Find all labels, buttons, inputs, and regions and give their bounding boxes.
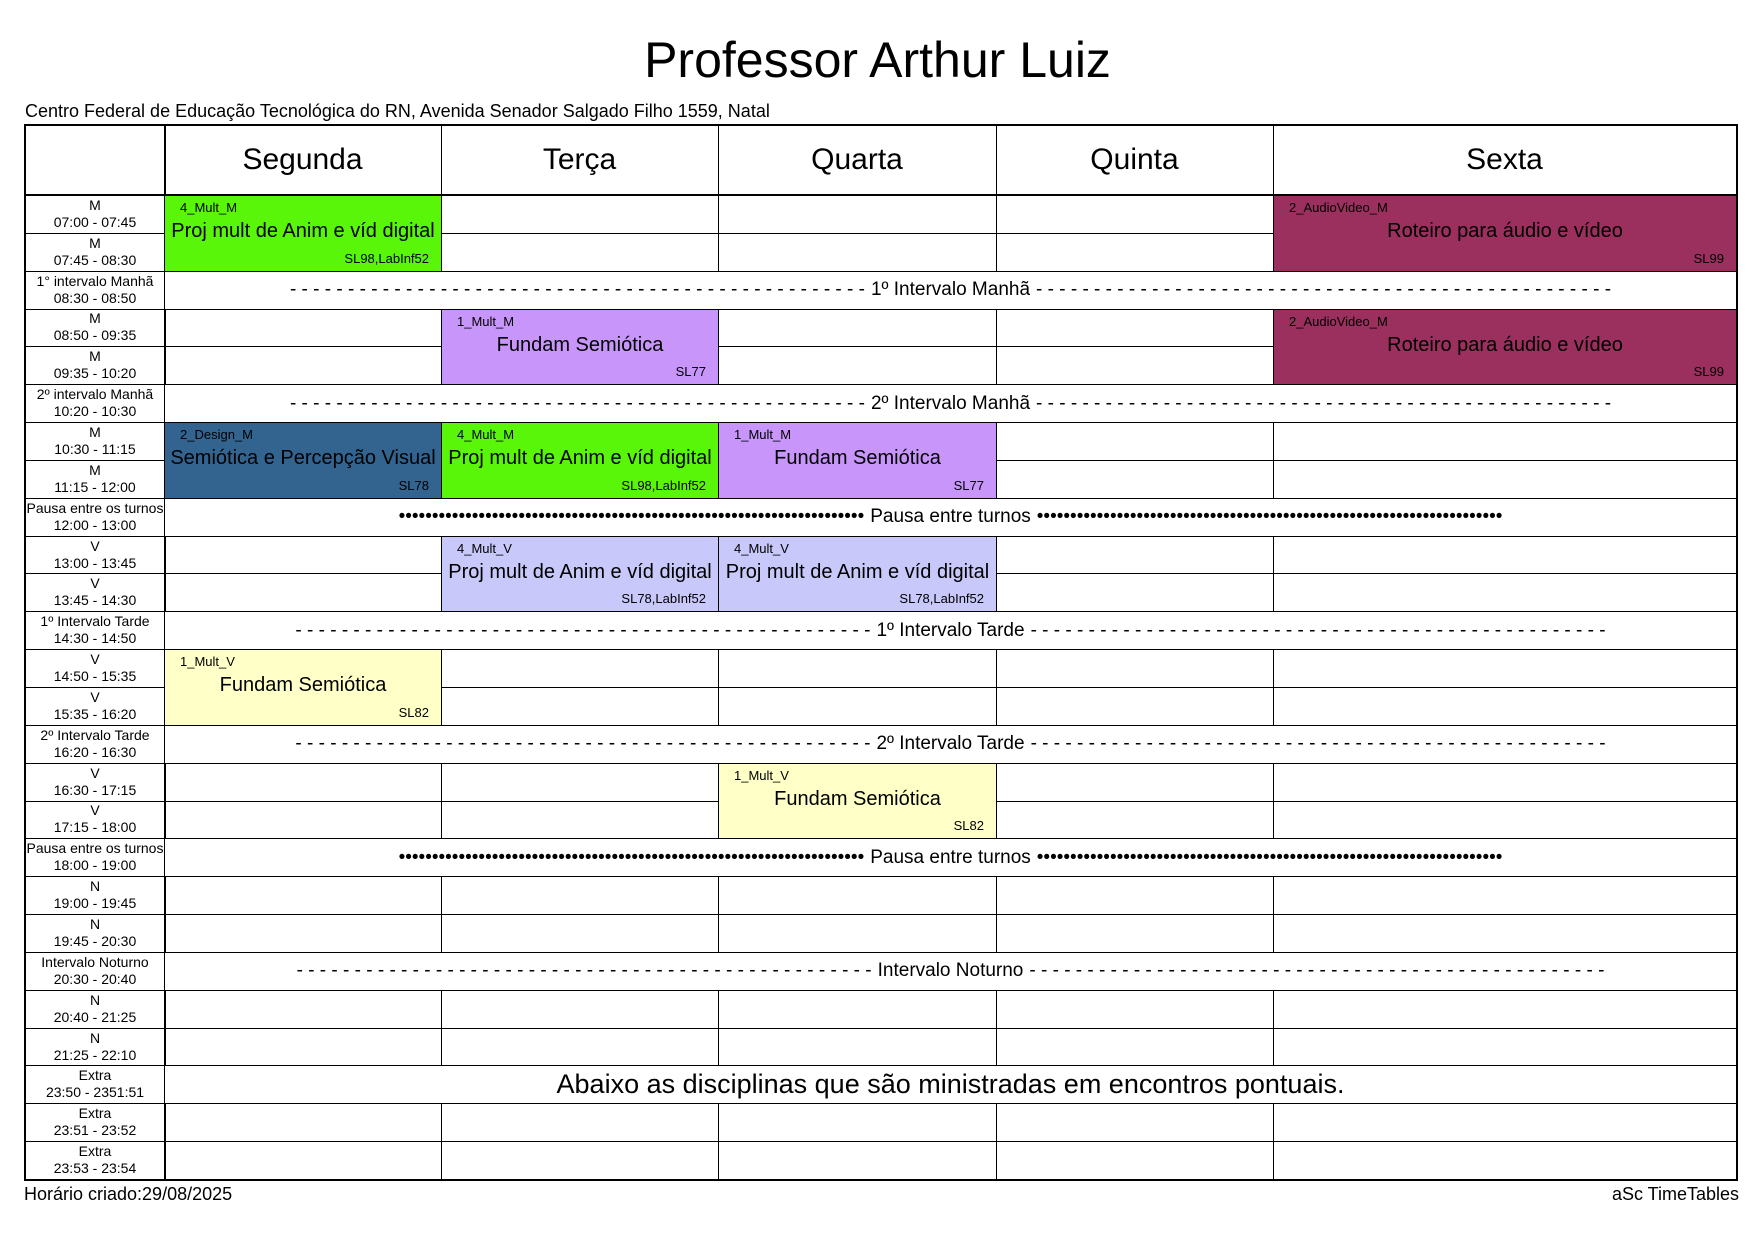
lesson-group: 1_Mult_M — [734, 427, 792, 443]
slot-name: M — [89, 348, 101, 365]
break-label: 1º Intervalo Manhã — [870, 279, 1031, 301]
time-slot-label — [26, 573, 164, 611]
time-slot-label — [26, 1065, 164, 1103]
brand-label: aSc TimeTables — [1611, 1184, 1739, 1204]
slot-time: 12:00 - 13:00 — [53, 516, 137, 533]
dashed-filler: - - - - - - - - - - - - - - - - - - - - - - - - - - - - - - - - - - - - - - - - - - - - - - - - - - — [1029, 960, 1605, 982]
slot-name: 1º Intervalo Tarde — [40, 613, 150, 630]
row-divider — [26, 914, 1736, 915]
slot-name: V — [90, 688, 100, 705]
slot-time: 08:30 - 08:50 — [53, 289, 137, 306]
lesson-card[interactable] — [165, 650, 441, 725]
dotted-filler: •••••••••••••••••••••••••••••••••••••••••••••••••••••••••••••••••••••• — [1036, 506, 1503, 528]
lesson-subject: Fundam Semiótica — [496, 333, 664, 356]
time-slot-label — [26, 195, 164, 233]
lesson-card[interactable] — [165, 196, 441, 271]
break-label: 2º Intervalo Manhã — [870, 392, 1031, 414]
break-label: Pausa entre turnos — [870, 506, 1031, 528]
dashed-filler: - - - - - - - - - - - - - - - - - - - - - - - - - - - - - - - - - - - - - - - - - - - - - - - - - - — [289, 279, 865, 301]
time-slot-label — [26, 763, 164, 801]
slot-name: V — [90, 764, 100, 781]
time-slot-label — [26, 1103, 164, 1141]
slot-name: Pausa entre os turnos — [26, 840, 164, 857]
school-address: Centro Federal de Educação Tecnológica do RN, Avenida Senador Salgado Filho 1559, Natal — [25, 101, 770, 121]
slot-name: M — [89, 310, 101, 327]
time-slot-label — [26, 233, 164, 271]
break-row — [165, 726, 1736, 763]
time-slot-label — [26, 536, 164, 574]
day-header: Quinta — [1090, 143, 1179, 176]
slot-name: 2º Intervalo Tarde — [40, 726, 150, 743]
break-label: 1º Intervalo Tarde — [876, 619, 1025, 641]
lesson-subject: Proj mult de Anim e víd digital — [171, 220, 435, 242]
slot-time: 13:45 - 14:30 — [53, 592, 137, 609]
time-slot-label — [26, 1028, 164, 1066]
row-divider — [26, 1141, 1736, 1142]
lesson-room: SL99 — [1693, 250, 1724, 266]
slot-time: 17:15 - 18:00 — [53, 819, 137, 836]
lesson-group: 1_Mult_V — [734, 767, 789, 783]
slot-time: 14:30 - 14:50 — [53, 630, 137, 647]
time-slot-label — [26, 422, 164, 460]
slot-time: 07:45 - 08:30 — [53, 251, 137, 268]
slot-time: 07:00 - 07:45 — [53, 213, 137, 230]
lesson-card[interactable] — [719, 764, 996, 839]
lesson-subject: Fundam Semiótica — [774, 447, 941, 470]
lesson-group: 4_Mult_V — [734, 540, 789, 556]
break-row — [165, 1066, 1736, 1103]
day-header: Segunda — [242, 143, 363, 176]
slot-name: Intervalo Noturno — [41, 953, 149, 970]
lesson-room: SL78,LabInf52 — [899, 591, 984, 607]
slot-time: 13:00 - 13:45 — [53, 554, 137, 571]
lesson-group: 1_Mult_V — [180, 654, 235, 670]
row-divider — [26, 1103, 1736, 1104]
time-slot-label — [26, 725, 164, 763]
lesson-group: 2_AudioVideo_M — [1289, 200, 1388, 215]
slot-time: 08:50 - 09:35 — [53, 327, 137, 344]
dashed-filler: - - - - - - - - - - - - - - - - - - - - - - - - - - - - - - - - - - - - - - - - - - - - - - - - - - — [1036, 279, 1612, 301]
slot-time: 10:30 - 11:15 — [54, 440, 136, 457]
break-label: Abaixo as disciplinas que são ministradas em encontros pontuais. — [556, 1069, 1345, 1100]
slot-name: 1° intervalo Manhã — [36, 272, 154, 289]
dashed-filler: - - - - - - - - - - - - - - - - - - - - - - - - - - - - - - - - - - - - - - - - - - - - - - - - - - — [1036, 392, 1612, 414]
slot-time: 21:25 - 22:10 — [53, 1046, 137, 1063]
lesson-group: 4_Mult_M — [457, 427, 515, 443]
slot-time: 11:15 - 12:00 — [54, 478, 136, 495]
break-label: 2º Intervalo Tarde — [876, 733, 1025, 755]
dashed-filler: - - - - - - - - - - - - - - - - - - - - - - - - - - - - - - - - - - - - - - - - - - - - - - - - - - — [296, 960, 872, 982]
lesson-room: SL78,LabInf52 — [621, 591, 706, 607]
slot-name: Pausa entre os turnos — [26, 499, 164, 516]
slot-time: 19:45 - 20:30 — [53, 932, 137, 949]
slot-name: N — [89, 915, 101, 932]
time-slot-label — [26, 271, 164, 309]
lesson-subject: Fundam Semiótica — [774, 787, 941, 810]
slot-name: M — [89, 234, 101, 251]
dotted-filler: •••••••••••••••••••••••••••••••••••••••••••••••••••••••••••••••••••••• — [398, 846, 865, 868]
dashed-filler: - - - - - - - - - - - - - - - - - - - - - - - - - - - - - - - - - - - - - - - - - - - - - - - - - - — [295, 619, 871, 641]
time-slot-label — [26, 498, 164, 536]
slot-time: 09:35 - 10:20 — [53, 365, 137, 382]
slot-time: 14:50 - 15:35 — [53, 668, 137, 685]
slot-name: V — [90, 651, 100, 668]
dashed-filler: - - - - - - - - - - - - - - - - - - - - - - - - - - - - - - - - - - - - - - - - - - - - - - - - - - — [289, 392, 865, 414]
slot-name: N — [89, 1029, 101, 1046]
lesson-subject: Roteiro para áudio e vídeo — [1387, 333, 1623, 356]
lesson-room: SL98,LabInf52 — [621, 477, 706, 493]
slot-name: M — [89, 461, 101, 478]
slot-time: 10:20 - 10:30 — [53, 403, 137, 420]
slot-name: M — [89, 196, 101, 213]
slot-name: N — [89, 991, 101, 1008]
break-row — [165, 839, 1736, 876]
day-header: Sexta — [1466, 143, 1543, 176]
lesson-room: SL82 — [953, 818, 984, 834]
slot-time: 16:30 - 17:15 — [53, 781, 137, 798]
lesson-card[interactable] — [442, 423, 718, 498]
slot-name: V — [90, 575, 100, 592]
slot-name: M — [89, 423, 101, 440]
row-divider — [26, 1028, 1736, 1029]
day-header: Quarta — [811, 143, 903, 176]
slot-name: N — [89, 878, 101, 895]
lesson-subject: Semiótica e Percepção Visual — [170, 447, 436, 470]
lesson-card[interactable] — [165, 423, 441, 498]
timetable-grid — [24, 124, 1738, 1181]
time-slot-label — [26, 460, 164, 498]
dashed-filler: - - - - - - - - - - - - - - - - - - - - - - - - - - - - - - - - - - - - - - - - - - - - - - - - - - — [1030, 619, 1606, 641]
slot-time: 23:51 - 23:52 — [53, 1122, 137, 1139]
time-slot-label — [26, 838, 164, 876]
lesson-group: 1_Mult_M — [457, 313, 515, 329]
break-row — [165, 385, 1736, 422]
time-slot-label — [26, 687, 164, 725]
lesson-card[interactable] — [442, 310, 718, 385]
break-label: Pausa entre turnos — [870, 846, 1031, 868]
lesson-room: SL77 — [675, 364, 706, 380]
lesson-room: SL78 — [398, 477, 429, 493]
lesson-card[interactable] — [442, 537, 718, 612]
time-slot-label — [26, 876, 164, 914]
time-slot-label — [26, 649, 164, 687]
lesson-subject: Proj mult de Anim e víd digital — [725, 560, 990, 583]
row-divider — [26, 990, 1736, 991]
lesson-room: SL99 — [1693, 364, 1724, 380]
break-label: Intervalo Noturno — [877, 960, 1024, 982]
lesson-card[interactable] — [719, 423, 996, 498]
page-title: Professor Arthur Luiz — [644, 32, 1111, 88]
time-slot-label — [26, 346, 164, 384]
lesson-room: SL98,LabInf52 — [344, 250, 429, 266]
slot-name: Extra — [78, 1143, 112, 1160]
dashed-filler: - - - - - - - - - - - - - - - - - - - - - - - - - - - - - - - - - - - - - - - - - - - - - - - - - - — [295, 733, 871, 755]
slot-name: V — [90, 802, 100, 819]
time-slot-label — [26, 952, 164, 990]
break-row — [165, 499, 1736, 536]
time-slot-label — [26, 990, 164, 1028]
time-slot-label — [26, 801, 164, 839]
time-slot-label — [26, 611, 164, 649]
time-slot-label — [26, 1141, 164, 1179]
lesson-subject: Proj mult de Anim e víd digital — [448, 560, 712, 583]
row-divider — [26, 876, 1736, 877]
lesson-group: 2_Design_M — [180, 427, 253, 443]
lesson-group: 4_Mult_M — [180, 200, 238, 215]
slot-time: 19:00 - 19:45 — [53, 895, 137, 912]
dotted-filler: •••••••••••••••••••••••••••••••••••••••••••••••••••••••••••••••••••••• — [1036, 846, 1503, 868]
dotted-filler: •••••••••••••••••••••••••••••••••••••••••••••••••••••••••••••••••••••• — [398, 506, 865, 528]
lesson-card[interactable] — [1274, 310, 1736, 385]
lesson-subject: Roteiro para áudio e vídeo — [1387, 220, 1623, 242]
slot-name: V — [90, 537, 100, 554]
slot-time: 15:35 - 16:20 — [53, 705, 137, 722]
break-row — [165, 953, 1736, 990]
break-row — [165, 272, 1736, 309]
dashed-filler: - - - - - - - - - - - - - - - - - - - - - - - - - - - - - - - - - - - - - - - - - - - - - - - - - - — [1030, 733, 1606, 755]
day-header: Terça — [542, 143, 617, 176]
slot-name: Extra — [78, 1105, 112, 1122]
slot-time: 23:53 - 23:54 — [53, 1160, 137, 1177]
lesson-subject: Proj mult de Anim e víd digital — [448, 447, 712, 470]
created-date: Horário criado:29/08/2025 — [24, 1184, 233, 1204]
break-row — [165, 612, 1736, 649]
lesson-room: SL77 — [953, 477, 984, 493]
lesson-card[interactable] — [1274, 196, 1736, 271]
lesson-group: 4_Mult_V — [457, 540, 512, 556]
lesson-subject: Fundam Semiótica — [219, 674, 387, 697]
slot-time: 20:40 - 21:25 — [53, 1008, 137, 1025]
slot-time: 20:30 - 20:40 — [53, 970, 137, 987]
lesson-card[interactable] — [719, 537, 996, 612]
slot-name: Extra — [78, 1067, 112, 1084]
slot-name: 2º intervalo Manhã — [36, 386, 154, 403]
slot-time: 16:20 - 16:30 — [53, 743, 137, 760]
time-slot-label — [26, 309, 164, 347]
time-slot-label — [26, 914, 164, 952]
lesson-group: 2_AudioVideo_M — [1289, 313, 1388, 329]
slot-time: 18:00 - 19:00 — [53, 857, 137, 874]
slot-time: 23:50 - 2351:51 — [45, 1084, 145, 1101]
time-slot-label — [26, 384, 164, 422]
lesson-room: SL82 — [398, 704, 429, 720]
